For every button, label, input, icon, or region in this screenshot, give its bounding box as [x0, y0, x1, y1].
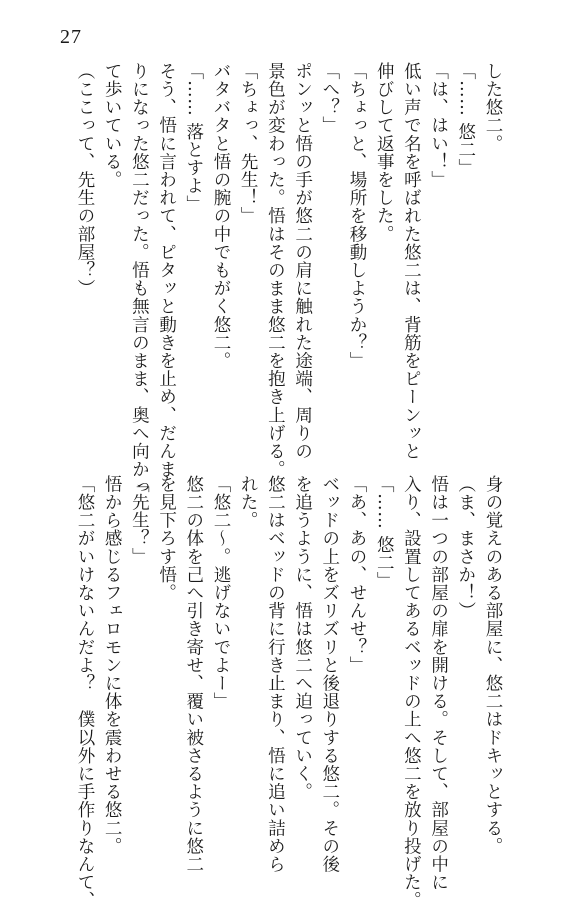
text-line: 「ちょっ、先生！」 — [238, 62, 259, 225]
text-line: 身の覚えのある部屋に、悠二はドキッとする。 — [483, 475, 503, 856]
text-line: 悟は一つの部屋の扉を開ける。そして、部屋の中に — [428, 475, 449, 892]
page-number: 27 — [60, 26, 82, 48]
text-line: ベッドの上をズリズリと後退りする悠二。その後 — [319, 475, 340, 874]
text-line: 伸びして返事をした。 — [374, 62, 395, 243]
text-line: を見下ろす悟。 — [156, 475, 177, 602]
text-line: 「先生？」 — [129, 475, 150, 566]
text-line: バタバタと悟の腕の中でもがく悠二。 — [210, 62, 231, 370]
lower-text-block — [71, 475, 506, 909]
text-line: 「…… 落とすよ」 — [183, 62, 204, 213]
text-line: 「は、はい！」 — [428, 62, 449, 189]
text-line: ポンッと悟の手が悠二の肩に触れた途端、周りの — [292, 62, 313, 461]
text-line: 「ちょっと、場所を移動しようか？」 — [346, 62, 367, 370]
text-line: て歩いている。 — [102, 62, 123, 189]
text-line: （ま、まさか！） — [455, 475, 476, 620]
text-line: 「悠二〜。逃げないでよー」 — [210, 475, 231, 711]
text-line: りになった悠二だった。悟も無言のまま、奥へ向かっ — [129, 62, 150, 497]
text-line: 「へ？」 — [319, 62, 340, 135]
text-line: 「…… 悠二」 — [374, 475, 395, 590]
text-line: 悠二の体を己へ引き寄せ、覆い被さるように悠二 — [183, 475, 204, 874]
text-line: 悠二はベッドの背に行き止まり、悟に追い詰めら — [265, 475, 286, 874]
text-line: した悠二。 — [483, 62, 503, 153]
text-line: を追うように、悟は悠二へ迫っていく。 — [292, 475, 313, 801]
text-line: 入り、設置してあるベッドの上へ悠二を放り投げた。 — [401, 475, 422, 909]
text-line: そう、悟に言われて、ピタッと動きを止め、だんま — [156, 62, 177, 479]
text-line: 「あ、あの、せんせ？」 — [346, 475, 367, 675]
upper-text-block — [71, 62, 506, 497]
text-line: れた。 — [238, 475, 259, 530]
text-line: 低い声で名を呼ばれた悠二は、背筋をピーンッと — [401, 62, 422, 461]
text-line: 「…… 悠二」 — [455, 62, 476, 177]
text-line: 「悠二がいけないんだよ？ 僕以外に手作りなんて、 — [74, 475, 95, 909]
text-line: 悟から感じるフェロモンに体を震わせる悠二。 — [102, 475, 123, 856]
text-line: 景色が変わった。悟はそのまま悠二を抱き上げる。 — [265, 62, 286, 479]
text-line: （ここって、先生の部屋？） — [74, 62, 95, 298]
